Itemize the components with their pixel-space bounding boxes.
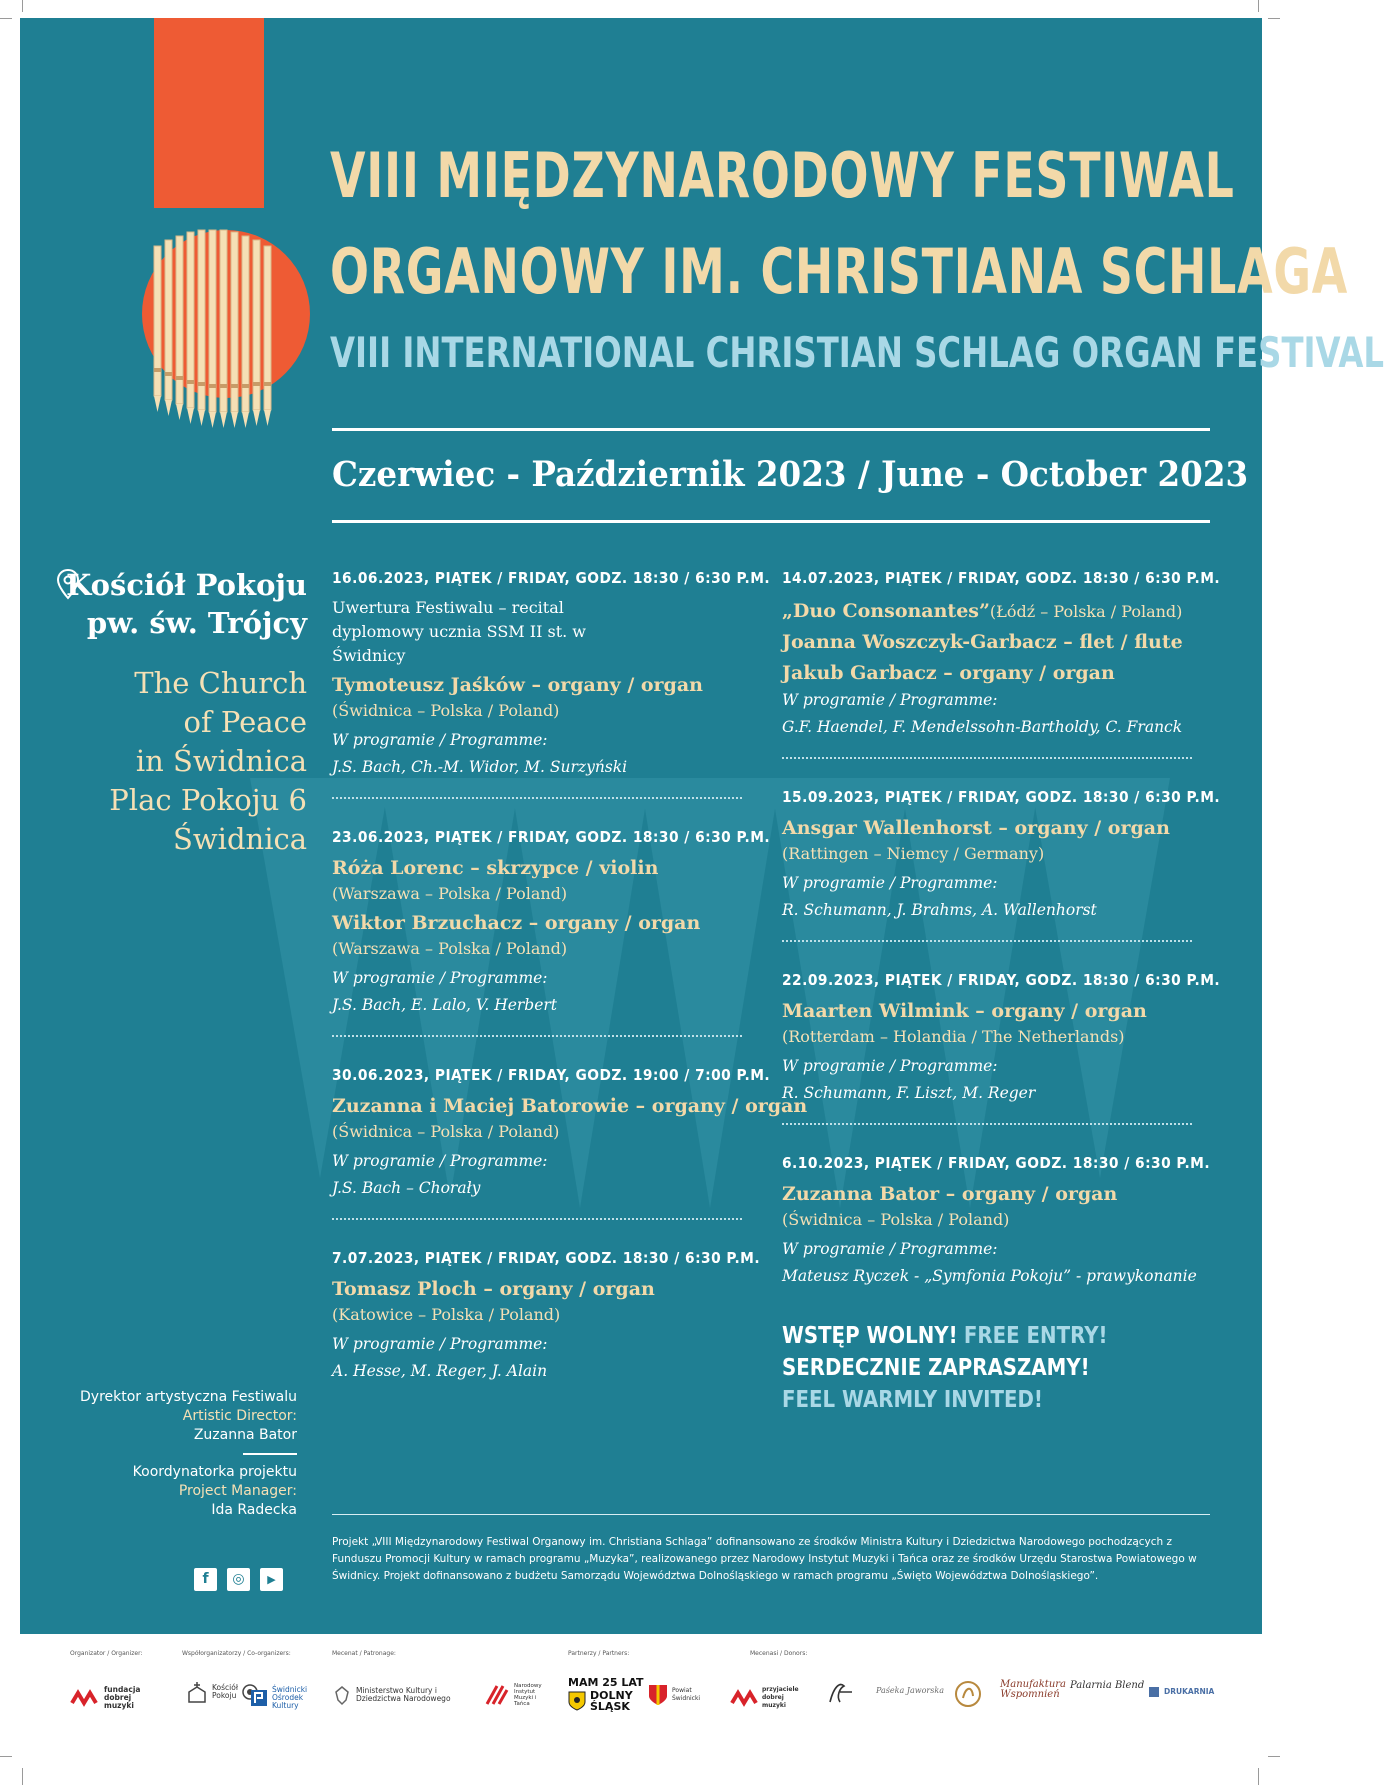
venue-line: The Church xyxy=(134,666,307,700)
event-note: Uwertura Festiwalu – recital dyplomowy ucznia SSM II st. w Świdnicy xyxy=(332,598,586,665)
donor-logo-badge xyxy=(954,1680,982,1708)
donor-name: DRUKARNIA xyxy=(1164,1687,1215,1696)
church-icon xyxy=(186,1680,208,1704)
event-separator xyxy=(332,1035,742,1037)
event-item xyxy=(332,1063,808,1202)
event-performer: Jakub Garbacz – organy / organ xyxy=(782,662,1115,684)
social-links xyxy=(194,1568,283,1591)
coorganizer-logo-church xyxy=(186,1680,258,1704)
event-program-label: W programie / Programme: xyxy=(332,1152,548,1170)
badge-icon xyxy=(954,1680,982,1708)
donor-name: przyjaciele dobrej muzyki xyxy=(762,1686,799,1709)
event-ensemble xyxy=(782,598,1192,625)
funding-note: Projekt „VIII Międzynarodowy Festiwal Organowy im. Christiana Schlaga” dofinansowano ze środków Ministra Kultury i Dziedzictwa Narodowego pochodzących z Funduszu Promocji Kultury w ramach programu „Muzyka”, realizowanego przez Narodowy Instytut Muzyki i Tańca oraz ze środków Urzędu Starostwa Powiatowego w Świdnicy. Projekt dofinansowano z budżetu Samorządu Województwa Dolnośląskiego w ramach programu „Święto Województwa Dolnośląskiego”. xyxy=(332,1536,1197,1582)
event-item xyxy=(332,1246,761,1385)
event-performer: Tomasz Ploch – organy / organ xyxy=(332,1278,655,1300)
print-icon xyxy=(1148,1686,1160,1698)
title-divider-bottom xyxy=(332,520,1210,523)
patron-label: Mecenat / Patronage: xyxy=(332,1650,396,1657)
event-performer-origin: (Rattingen – Niemcy / Germany) xyxy=(782,844,1045,863)
director-title-en: Artistic Director: xyxy=(182,1408,297,1424)
event-program: R. Schumann, F. Liszt, M. Reger xyxy=(782,1084,1036,1102)
patron-logo-nimit xyxy=(484,1682,542,1708)
organ-pipes-logo xyxy=(146,228,316,450)
venue-address: Plac Pokoju 6 xyxy=(109,783,307,817)
event-separator xyxy=(782,757,1192,759)
manager-name: Ida Radecka xyxy=(211,1502,297,1518)
invitation-pl: SERDECZNIE ZAPRASZAMY! xyxy=(782,1355,1090,1381)
donor-name: Palarnia Blend xyxy=(1070,1680,1145,1691)
event-performer: Róża Lorenc – skrzypce / violin xyxy=(332,857,659,879)
event-performer-origin: (Świdnica – Polska / Poland) xyxy=(332,1122,560,1141)
festival-dates: Czerwiec - Październik 2023 / June - October 2023 xyxy=(332,454,1249,495)
partner-name: Powiat Świdnicki xyxy=(672,1687,701,1702)
event-separator xyxy=(782,1123,1192,1125)
event-performer: Zuzanna i Maciej Batorowie – organy / organ xyxy=(332,1095,808,1117)
event-ensemble-origin: (Łódź – Polska / Poland) xyxy=(989,602,1183,621)
event-performer-origin: (Katowice – Polska / Poland) xyxy=(332,1305,561,1324)
free-entry-pl: WSTĘP WOLNY! xyxy=(782,1323,958,1349)
event-program: J.S. Bach, E. Lalo, V. Herbert xyxy=(332,996,558,1014)
event-performer: Joanna Woszczyk-Garbacz – flet / flute xyxy=(782,631,1183,653)
crop-mark xyxy=(1258,0,1259,12)
festival-title-en: VIII INTERNATIONAL CHRISTIAN SCHLAG ORGAN FESTIVAL xyxy=(330,328,1384,377)
orange-banner-tab xyxy=(154,18,264,208)
event-item xyxy=(782,785,1221,924)
coorganizer-logo-culture-center xyxy=(250,1686,314,1710)
coorganizer-name: Świdnicki Ośrodek Kultury xyxy=(272,1685,308,1710)
event-program: J.S. Bach – Chorały xyxy=(332,1179,481,1197)
event-date: 22.09.2023, PIĄTEK / FRIDAY, GODZ. 18:30 / 6:30 P.M. xyxy=(782,971,1221,989)
donor-logo-monogram xyxy=(826,1680,856,1706)
partner-name: DOLNY ŚLĄSK xyxy=(590,1689,633,1713)
event-item xyxy=(332,566,771,781)
crop-mark xyxy=(0,1756,12,1757)
youtube-icon[interactable]: ▶ xyxy=(260,1568,283,1591)
event-performer: Wiktor Brzuchacz – organy / organ xyxy=(332,912,701,934)
coorganizers-label: Współorganizatorzy / Co-organizers: xyxy=(182,1650,291,1657)
donor-name: Manufaktura Wspomnień xyxy=(1000,1679,1067,1700)
event-date: 16.06.2023, PIĄTEK / FRIDAY, GODZ. 18:30 / 6:30 P.M. xyxy=(332,569,771,587)
event-performer: Ansgar Wallenhorst – organy / organ xyxy=(782,817,1170,839)
event-program-label: W programie / Programme: xyxy=(332,969,548,987)
event-program-label: W programie / Programme: xyxy=(332,1335,548,1353)
event-item xyxy=(782,1151,1211,1290)
event-performer: Tymoteusz Jaśków – organy / organ xyxy=(332,674,703,696)
event-program: J.S. Bach, Ch.-M. Widor, M. Surzyński xyxy=(332,758,628,776)
invitation-en: FEEL WARMLY INVITED! xyxy=(782,1387,1043,1413)
event-performer-origin: (Rotterdam – Holandia / The Netherlands) xyxy=(782,1027,1125,1046)
festival-credits xyxy=(37,1388,297,1520)
crop-mark xyxy=(22,1768,23,1785)
donor-name: Paśeka Jaworska xyxy=(876,1686,944,1695)
event-program: G.F. Haendel, F. Mendelssohn-Bartholdy, C. Franck xyxy=(782,718,1183,736)
free-entry-block xyxy=(782,1320,1143,1416)
event-item xyxy=(782,566,1221,741)
coorganizer-name: Kościół Pokoju xyxy=(212,1683,238,1700)
festival-title-pl-line1: VIII MIĘDZYNARODOWY FESTIWAL xyxy=(330,139,1235,212)
event-performer-origin: (Warszawa – Polska / Poland) xyxy=(332,939,568,958)
music-wave-icon xyxy=(70,1687,100,1709)
partners-label: Partnerzy / Partners: xyxy=(568,1650,630,1657)
event-item xyxy=(332,825,771,1019)
event-date: 14.07.2023, PIĄTEK / FRIDAY, GODZ. 18:30 / 6:30 P.M. xyxy=(782,569,1221,587)
donor-logo-drukarnia xyxy=(1148,1686,1214,1698)
culture-center-icon xyxy=(250,1689,268,1707)
event-program: A. Hesse, M. Reger, J. Alain xyxy=(332,1362,548,1380)
title-divider-top xyxy=(332,428,1210,431)
festival-title-pl-line2: ORGANOWY IM. CHRISTIANA SCHLAGA xyxy=(330,235,1349,308)
crop-mark xyxy=(0,18,12,19)
funding-divider xyxy=(332,1514,1210,1515)
event-program-label: W programie / Programme: xyxy=(782,874,998,892)
events-column-left xyxy=(332,566,808,1385)
venue-city: Świdnica xyxy=(172,822,307,856)
event-program-label: W programie / Programme: xyxy=(782,691,998,709)
patron-name: Narodowy Instytut Muzyki i Tańca xyxy=(514,1683,542,1707)
donor-logo-palarnia xyxy=(1070,1680,1144,1691)
donor-logo-friends xyxy=(730,1686,799,1710)
monogram-icon xyxy=(826,1680,856,1706)
donors-label: Mecenasi / Donors: xyxy=(750,1650,808,1657)
event-program: Mateusz Ryczek - „Symfonia Pokoju” - prawykonanie xyxy=(782,1267,1197,1285)
facebook-icon[interactable]: f xyxy=(194,1568,217,1591)
patron-logo-ministry xyxy=(332,1684,452,1706)
events-column-right xyxy=(782,566,1221,1416)
crop-mark xyxy=(22,0,23,12)
organizer-label: Organizator / Organizer: xyxy=(70,1650,143,1657)
event-performer-origin: (Świdnica – Polska / Poland) xyxy=(782,1210,1010,1229)
festival-poster xyxy=(20,18,1384,1634)
crop-mark xyxy=(1268,1756,1280,1757)
venue-line: of Peace xyxy=(183,705,307,739)
organizer-logo xyxy=(70,1686,144,1710)
partner-anniversary: MAM 25 LAT xyxy=(568,1676,644,1689)
event-performer-origin: (Warszawa – Polska / Poland) xyxy=(332,884,568,903)
event-program-label: W programie / Programme: xyxy=(782,1057,998,1075)
instagram-icon[interactable]: ◎ xyxy=(227,1568,250,1591)
music-wave-icon xyxy=(730,1688,758,1708)
event-date: 6.10.2023, PIĄTEK / FRIDAY, GODZ. 18:30 / 6:30 P.M. xyxy=(782,1154,1211,1172)
region-crest-icon xyxy=(568,1691,586,1711)
nimit-icon xyxy=(484,1682,510,1708)
event-performer-origin: (Świdnica – Polska / Poland) xyxy=(332,701,560,720)
partner-region xyxy=(568,1690,638,1712)
event-separator xyxy=(332,797,742,799)
event-date: 30.06.2023, PIĄTEK / FRIDAY, GODZ. 19:00 / 7:00 P.M. xyxy=(332,1066,771,1084)
donor-logo-manufaktura xyxy=(1000,1679,1067,1700)
venue-name-pl-line1: Kościół Pokoju xyxy=(66,568,307,602)
free-entry-en: FREE ENTRY! xyxy=(963,1323,1108,1349)
event-item xyxy=(782,968,1221,1107)
event-date: 23.06.2023, PIĄTEK / FRIDAY, GODZ. 18:30 / 6:30 P.M. xyxy=(332,828,771,846)
manager-title-en: Project Manager: xyxy=(178,1483,297,1499)
venue-name-pl-line2: pw. św. Trójcy xyxy=(86,606,307,640)
event-program-label: W programie / Programme: xyxy=(782,1240,998,1258)
eagle-emblem-icon xyxy=(332,1684,352,1706)
event-program-label: W programie / Programme: xyxy=(332,731,548,749)
powiat-crest-icon xyxy=(648,1684,668,1706)
director-title-pl: Dyrektor artystyczna Festiwalu xyxy=(80,1389,297,1405)
credits-divider xyxy=(243,1453,297,1455)
manager-title-pl: Koordynatorka projektu xyxy=(132,1464,297,1480)
crop-mark xyxy=(1258,1768,1259,1785)
donor-logo-paseka xyxy=(876,1686,944,1695)
venue-line: in Świdnica xyxy=(135,744,307,778)
event-ensemble-name: „Duo Consonantes” xyxy=(782,600,990,622)
venue-name-en xyxy=(7,664,307,859)
director-name: Zuzanna Bator xyxy=(193,1427,297,1443)
sponsors-strip xyxy=(70,1650,1220,1730)
event-date: 15.09.2023, PIĄTEK / FRIDAY, GODZ. 18:30 / 6:30 P.M. xyxy=(782,788,1221,806)
crop-mark xyxy=(1268,18,1280,19)
event-program: R. Schumann, J. Brahms, A. Wallenhorst xyxy=(782,901,1097,919)
event-separator xyxy=(332,1218,742,1220)
free-entry-line xyxy=(782,1320,1143,1352)
event-performer: Zuzanna Bator – organy / organ xyxy=(782,1183,1118,1205)
venue-block xyxy=(7,566,307,859)
patron-name: Ministerstwo Kultury i Dziedzictwa Narodowego xyxy=(356,1686,451,1703)
partner-logo-powiat xyxy=(648,1684,702,1706)
event-date: 7.07.2023, PIĄTEK / FRIDAY, GODZ. 18:30 / 6:30 P.M. xyxy=(332,1249,761,1267)
event-separator xyxy=(782,940,1192,942)
partner-logo-dolny-slask xyxy=(568,1676,644,1712)
organizer-name: fundacja dobrej muzyki xyxy=(104,1685,141,1710)
event-performer: Maarten Wilmink – organy / organ xyxy=(782,1000,1147,1022)
